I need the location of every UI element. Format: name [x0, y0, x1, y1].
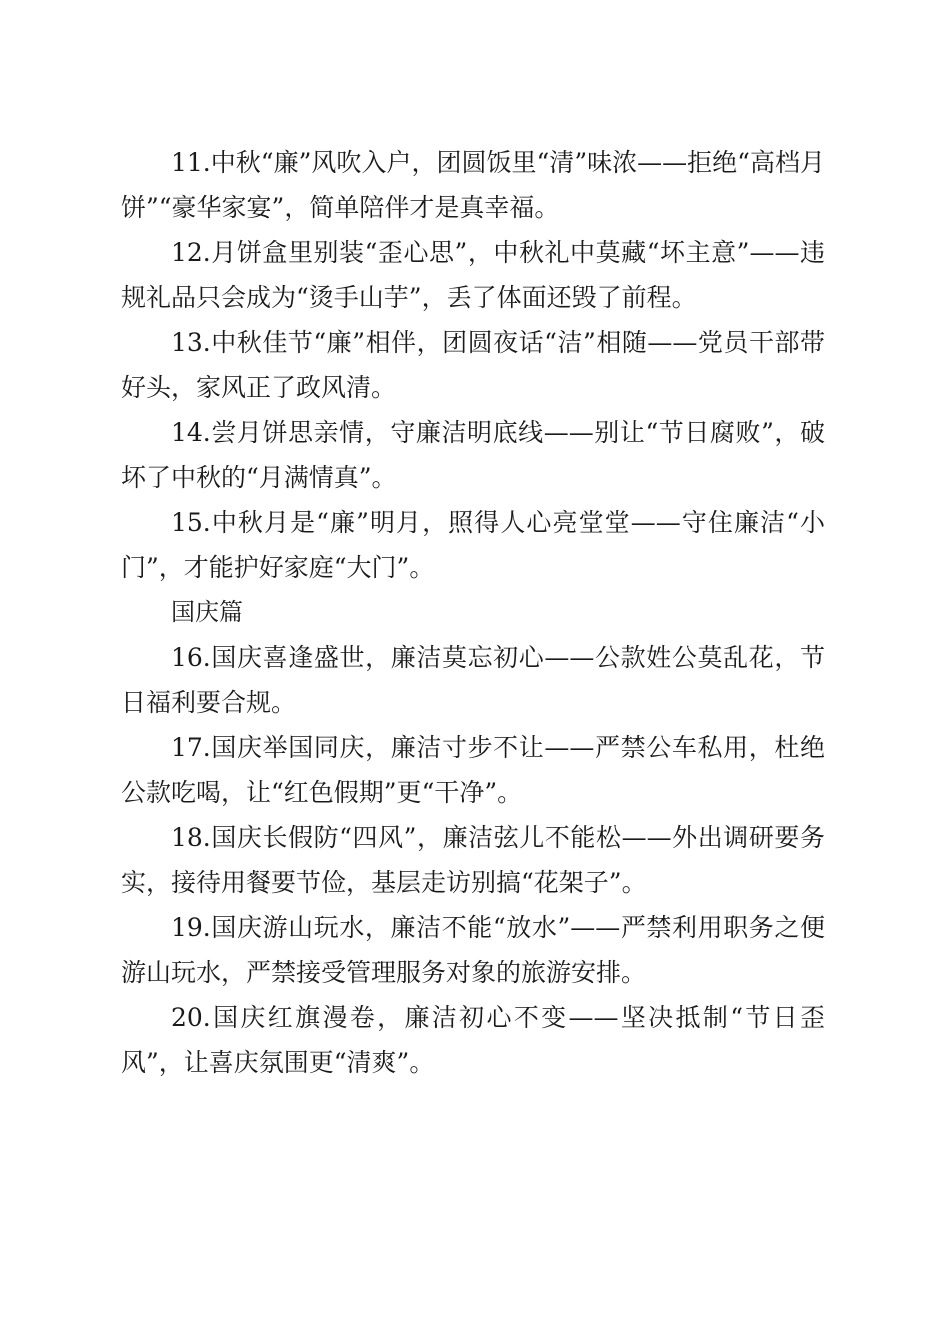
paragraph-item-20: 20.国庆红旗漫卷，廉洁初心不变——坚决抵制“节日歪风”，让喜庆氛围更“清爽”。 — [121, 1003, 825, 1077]
paragraph-item-14: 14.尝月饼思亲情，守廉洁明底线——别让“节日腐败”，破坏了中秋的“月满情真”。 — [121, 418, 825, 492]
section-heading: 国庆篇 — [171, 598, 243, 626]
paragraph-item-19: 19.国庆游山玩水，廉洁不能“放水”——严禁利用职务之便游山玩水，严禁接受管理服务对象的旅游安排。 — [121, 913, 825, 987]
paragraph-item-16: 16.国庆喜逢盛世，廉洁莫忘初心——公款姓公莫乱花，节日福利要合规。 — [121, 643, 825, 717]
paragraph-item-12: 12.月饼盒里别装“歪心思”，中秋礼中莫藏“坏主意”——违规礼品只会成为“烫手山芋”，丢了体面还毁了前程。 — [121, 238, 825, 312]
paragraph-item-17: 17.国庆举国同庆，廉洁寸步不让——严禁公车私用，杜绝公款吃喝，让“红色假期”更“干净”。 — [121, 733, 825, 807]
paragraph-item-11: 11.中秋“廉”风吹入户，团圆饭里“清”味浓——拒绝“高档月饼”“豪华家宴”，简单陪伴才是真幸福。 — [121, 148, 825, 222]
paragraph-item-18: 18.国庆长假防“四风”，廉洁弦儿不能松——外出调研要务实，接待用餐要节俭，基层走访别搞“花架子”。 — [121, 823, 825, 897]
document-body — [121, 140, 825, 1085]
paragraph-item-15: 15.中秋月是“廉”明月，照得人心亮堂堂——守住廉洁“小门”，才能护好家庭“大门”。 — [121, 508, 825, 582]
paragraph-item-13: 13.中秋佳节“廉”相伴，团圆夜话“洁”相随——党员干部带好头，家风正了政风清。 — [121, 328, 825, 402]
